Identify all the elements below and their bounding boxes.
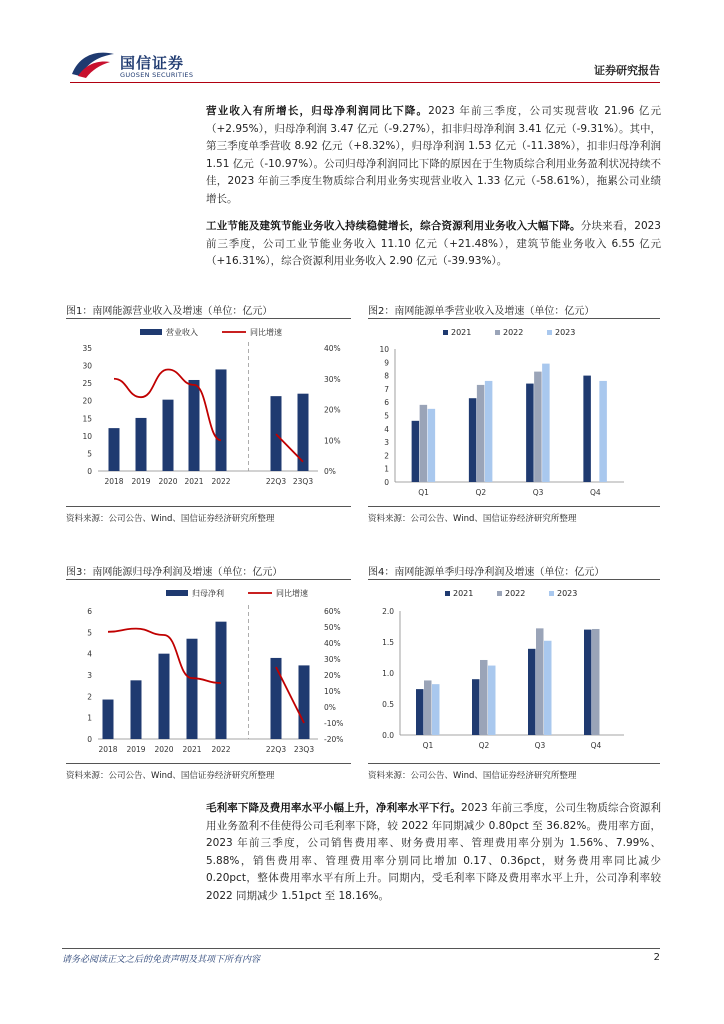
- y-tick-label: 35: [82, 344, 92, 353]
- bar-23Q3: [299, 665, 310, 739]
- x-tick-label: 22Q3: [265, 477, 287, 486]
- y-tick-label: 2: [87, 692, 92, 702]
- bar-2020: [163, 400, 174, 471]
- legend-swatch-2022: [497, 591, 502, 596]
- page-header: [70, 48, 660, 84]
- figure-4-top-rule: [368, 579, 660, 580]
- bar-22Q3: [271, 396, 282, 471]
- figure-3-title: 图3：南网能源归母净利润及增速（单位：亿元）: [66, 567, 283, 578]
- paragraph-bold-lead: 工业节能及建筑节能业务收入持续稳健增长，综合资源利用业务收入大幅下降。: [206, 220, 581, 232]
- y2-tick-label: 60%: [324, 607, 341, 616]
- legend-swatch-bar: [140, 329, 162, 335]
- bar-2022-Q1: [420, 405, 428, 482]
- figure-4-bottom-rule: [368, 763, 660, 764]
- figure-4-chart: [368, 583, 660, 761]
- legend-swatch-bar: [166, 590, 188, 596]
- logo-text-en: GUOSEN SECURITIES: [120, 71, 194, 79]
- y2-tick-label: 40%: [324, 344, 341, 353]
- y-tick-label: 0.0: [382, 731, 394, 740]
- x-tick-label: 23Q3: [292, 477, 314, 486]
- y-tick-label: 4: [87, 649, 92, 659]
- bar-2021-Q4: [583, 376, 591, 482]
- bar-2022-Q2: [477, 385, 485, 482]
- x-tick-label: 2020: [154, 745, 174, 754]
- bar-23Q3: [298, 394, 309, 471]
- y2-tick-label: 30%: [324, 655, 341, 664]
- bar-2019: [131, 680, 142, 739]
- y-tick-label: 0: [87, 467, 92, 476]
- paragraph-bold-lead: 毛利率下降及费用率水平小幅上升，净利率水平下行。: [206, 802, 461, 814]
- y2-tick-label: 20%: [324, 405, 341, 415]
- figure-3-top-rule: [66, 579, 351, 580]
- header-divider: [70, 82, 660, 83]
- y2-tick-label: 50%: [324, 623, 341, 632]
- y-tick-label: 1: [87, 713, 92, 723]
- legend-label-2022: 2022: [503, 328, 524, 337]
- bar-2021-Q3: [528, 649, 536, 735]
- bar-2019: [136, 418, 147, 471]
- y-tick-label: 0: [87, 735, 92, 744]
- footer-disclaimer: 请务必阅读正文之后的免责声明及其项下所有内容: [62, 955, 261, 965]
- y-tick-label: 20: [82, 396, 92, 406]
- bar-2018: [109, 428, 120, 471]
- figure-2-source: 资料来源：公司公告、Wind、国信证券经济研究所整理: [368, 514, 577, 524]
- y2-tick-label: 10%: [324, 436, 341, 446]
- x-tick-label: 2019: [131, 477, 151, 486]
- bar-2020: [159, 654, 170, 739]
- legend-label-2023: 2023: [555, 328, 576, 337]
- y-tick-label: 8: [384, 371, 389, 381]
- figure-1-title: 图1：南网能源营业收入及增速（单位：亿元）: [66, 306, 273, 317]
- legend-label-line: 同比增速: [250, 328, 282, 337]
- y-tick-label: 9: [384, 358, 389, 368]
- bar-2022-Q3: [534, 372, 542, 482]
- bar-2021-Q1: [412, 421, 420, 482]
- y-tick-label: 5: [87, 449, 92, 459]
- x-tick-label: Q3: [534, 741, 546, 750]
- logo-text-cn: 国信证券: [120, 54, 185, 72]
- bar-2022-Q1: [424, 680, 432, 735]
- y-tick-label: 1.0: [382, 669, 394, 678]
- x-tick-label: 2021: [182, 745, 202, 754]
- paragraph-margins: [206, 800, 661, 905]
- x-tick-label: Q4: [590, 488, 601, 497]
- x-tick-label: 2022: [211, 745, 231, 754]
- figure-3-bottom-rule: [66, 763, 351, 764]
- figure-4-title: 图4：南网能源单季归母净利润及增速（单位：亿元）: [368, 567, 605, 578]
- y-tick-label: 15: [82, 414, 92, 424]
- bar-2023-Q3: [544, 641, 552, 735]
- y-tick-label: 5: [384, 411, 389, 421]
- legend-label-2023: 2023: [557, 589, 578, 598]
- bar-2022-Q3: [536, 628, 544, 735]
- bar-2023-Q4: [599, 381, 607, 482]
- x-tick-label: 2022: [211, 477, 231, 486]
- bar-2021-Q1: [416, 689, 424, 735]
- x-tick-label: Q1: [418, 488, 429, 497]
- figure-3-source: 资料来源：公司公告、Wind、国信证券经济研究所整理: [66, 771, 275, 781]
- y2-tick-label: 20%: [324, 671, 341, 680]
- paragraph-revenue: [206, 103, 661, 208]
- page-number: 2: [653, 952, 660, 963]
- y-tick-label: 3: [87, 671, 92, 680]
- y2-tick-label: 40%: [324, 639, 341, 648]
- y-tick-label: 10: [379, 345, 389, 354]
- bar-22Q3: [271, 658, 282, 739]
- x-tick-label: 2018: [98, 745, 118, 754]
- figure-2-bottom-rule: [368, 506, 660, 507]
- footer-divider: [62, 948, 660, 949]
- bar-2022-Q4: [592, 629, 600, 735]
- y-tick-label: 6: [87, 607, 92, 616]
- guosen-logo-icon: [70, 48, 116, 80]
- y-tick-label: 25: [82, 379, 92, 389]
- y-tick-label: 2.0: [382, 607, 394, 616]
- legend-label-2021: 2021: [453, 589, 474, 598]
- y2-tick-label: 0%: [324, 703, 336, 712]
- y2-tick-label: -10%: [324, 719, 344, 728]
- legend-swatch-2023: [547, 330, 552, 335]
- paragraph-segments: [206, 218, 661, 271]
- bar-2021: [187, 639, 198, 739]
- report-type-label: 证券研究报告: [594, 64, 660, 77]
- legend-swatch-2023: [549, 591, 554, 596]
- y-tick-label: 1: [384, 464, 389, 474]
- legend-swatch-2021: [443, 330, 448, 335]
- figure-3-chart: [66, 583, 351, 761]
- y-tick-label: 30: [82, 361, 92, 371]
- figure-1-bottom-rule: [66, 506, 351, 507]
- bar-2022-Q2: [480, 660, 488, 735]
- legend-label-bar: 归母净利: [192, 589, 224, 598]
- y2-tick-label: 30%: [324, 374, 341, 384]
- bar-2021: [189, 380, 200, 471]
- legend-swatch-2022: [495, 330, 500, 335]
- y-tick-label: 10: [82, 431, 92, 441]
- y-tick-label: 3: [384, 438, 389, 448]
- paragraph-body: 2023 年前三季度，公司生物质综合资源利用业务盈利不佳使得公司毛利率下降，较 2022 年同期减少 0.80pct 至 36.82%。费用率方面，2023 年前三季度，公司销售费用率、财务费用率、管理费用率分别为 1.56%、7.99%、5.88%，销售费用率、管理费用率分别同比增加 0.17、0.36pct，财务费用率同比减少 0.20pct，整体费用率水平有所上升。同期内，受毛利率下降及费用率水平上升，公司净利率较 2022 同期减少 1.51pct 至 18.16%。: [206, 802, 662, 902]
- bar-2018: [103, 700, 114, 739]
- y-tick-label: 0: [384, 478, 389, 487]
- bar-2023-Q1: [428, 409, 436, 482]
- y2-tick-label: -20%: [324, 735, 344, 744]
- y-tick-label: 6: [384, 398, 389, 408]
- figure-2-title: 图2：南网能源单季营业收入及增速（单位：亿元）: [368, 306, 595, 317]
- bar-2023-Q3: [542, 364, 550, 482]
- figure-1-chart: [66, 322, 351, 504]
- figure-2-chart: [368, 322, 660, 504]
- x-tick-label: Q3: [532, 488, 544, 497]
- bar-2023-Q2: [488, 666, 496, 735]
- x-tick-label: Q2: [475, 488, 487, 497]
- paragraph-bold-lead: 营业收入有所增长，归母净利润同比下降。: [206, 105, 429, 117]
- y-tick-label: 2: [384, 451, 389, 461]
- x-tick-label: 2020: [158, 477, 178, 486]
- paragraph-body: 分块来看，2023 前三季度，公司工业节能业务收入 11.10 亿元（+21.48%），建筑节能业务收入 6.55 亿元（+16.31%），综合资源利用业务收入 2.90 亿元（-39.93%）。: [206, 220, 661, 267]
- legend-label-2022: 2022: [505, 589, 526, 598]
- y2-tick-label: 0%: [324, 467, 336, 476]
- x-tick-label: 2018: [104, 477, 124, 486]
- y-tick-label: 5: [87, 628, 92, 638]
- legend-label-line: 同比增速: [276, 589, 308, 598]
- y-tick-label: 4: [384, 424, 389, 434]
- x-tick-label: Q2: [478, 741, 490, 750]
- y-tick-label: 7: [384, 384, 389, 394]
- figure-1-source: 资料来源：公司公告、Wind、国信证券经济研究所整理: [66, 514, 275, 524]
- x-tick-label: 2019: [126, 745, 146, 754]
- y-tick-label: 0.5: [382, 700, 394, 709]
- paragraph-body: 2023 年前三季度，公司实现营收 21.96 亿元（+2.95%），归母净利润 3.47 亿元（-9.27%），扣非归母净利润 3.41 亿元（-9.31%）。其中，第三季度单季营收 8.92 亿元（+8.32%），归母净利润 1.53 亿元（-11.38%），扣非归母净利润 1.51 亿元（-10.97%）。公司归母净利润同比下降的原因在于生物质综合利用业务盈利状况持续不佳，2023 年前三季度生物质综合利用业务实现营业收入 1.33 亿元（-58.61%），拖累公司业绩增长。: [206, 105, 661, 205]
- y-tick-label: 1.5: [382, 638, 394, 647]
- y2-tick-label: 10%: [324, 687, 341, 696]
- figure-2-top-rule: [368, 318, 660, 319]
- bar-2021-Q2: [472, 679, 480, 735]
- legend-swatch-2021: [445, 591, 450, 596]
- x-tick-label: 23Q3: [293, 745, 315, 754]
- bar-2021-Q3: [526, 384, 534, 482]
- bar-2021-Q2: [469, 398, 477, 482]
- x-tick-label: 2021: [184, 477, 204, 486]
- figure-4-source: 资料来源：公司公告、Wind、国信证券经济研究所整理: [368, 771, 577, 781]
- x-tick-label: Q4: [590, 741, 602, 750]
- bar-2022: [216, 369, 227, 471]
- bar-2021-Q4: [584, 630, 592, 735]
- bar-2023-Q1: [432, 684, 440, 735]
- legend-label-2021: 2021: [451, 328, 472, 337]
- x-tick-label: 22Q3: [265, 745, 287, 754]
- bar-2023-Q2: [485, 381, 493, 482]
- bar-2022: [216, 622, 227, 739]
- figure-1-top-rule: [66, 318, 351, 319]
- legend-label-bar: 营业收入: [166, 328, 198, 337]
- x-tick-label: Q1: [422, 741, 434, 750]
